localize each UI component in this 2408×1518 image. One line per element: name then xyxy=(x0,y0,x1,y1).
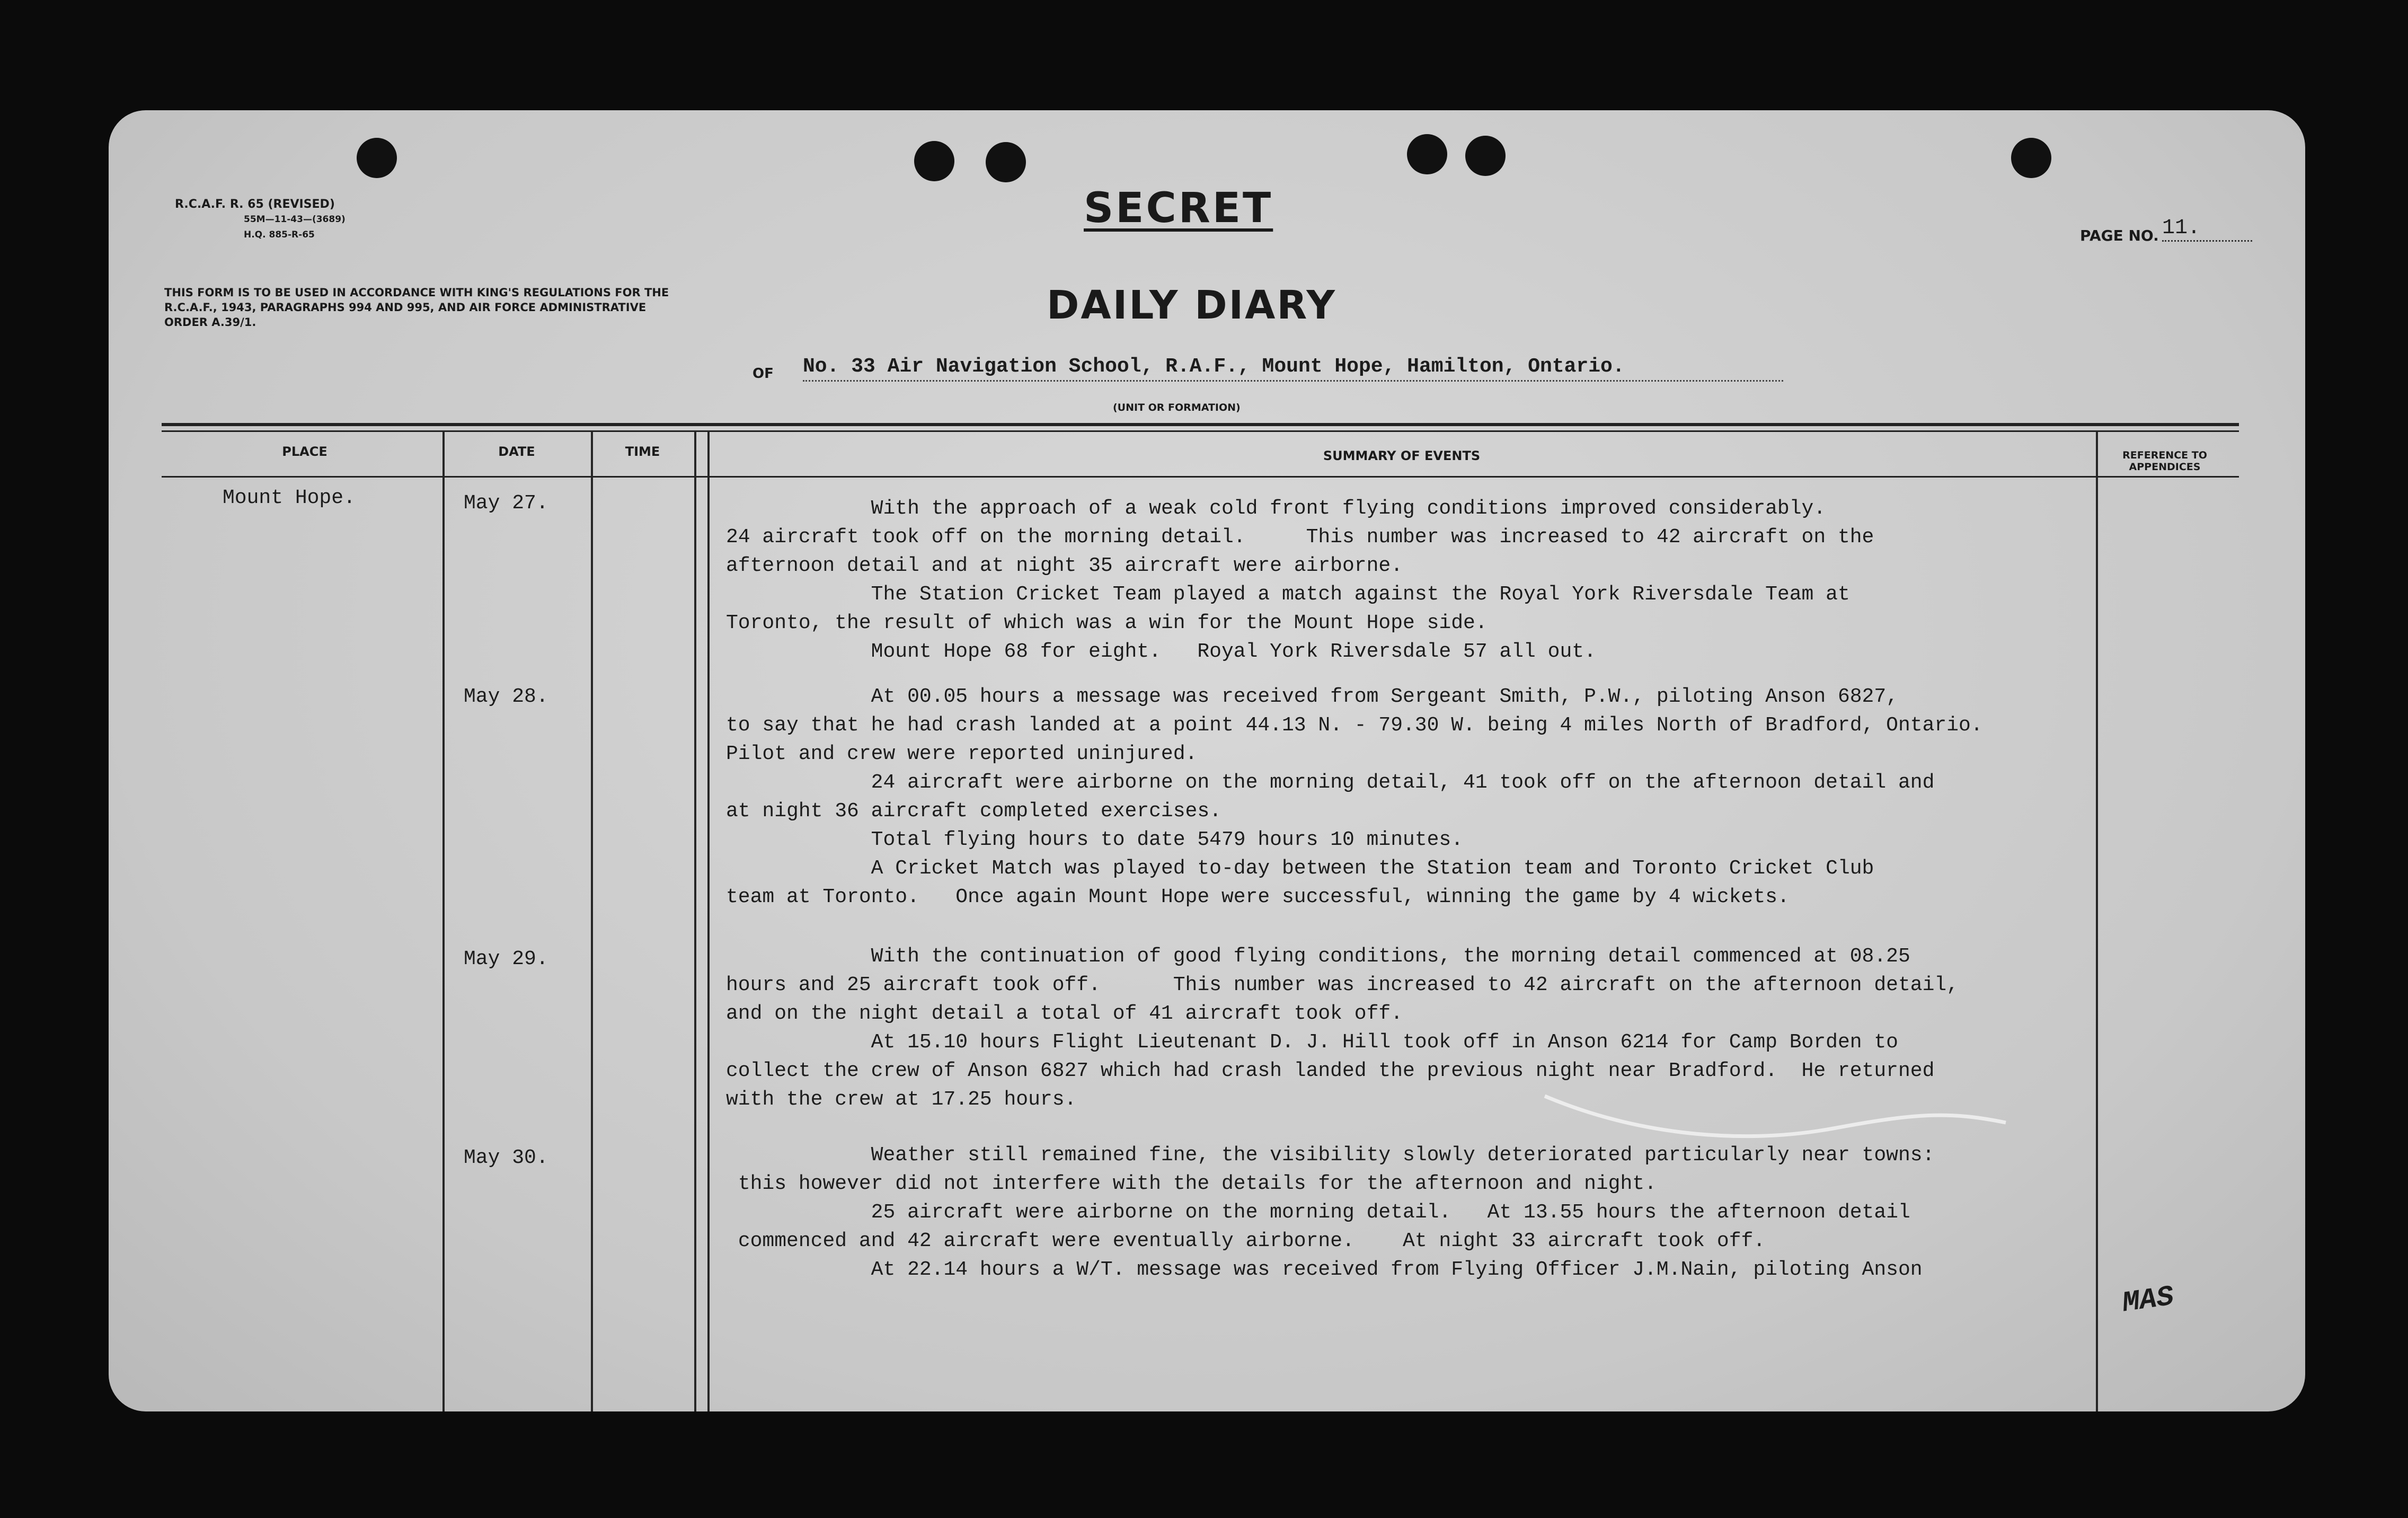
page-no-label: PAGE NO. xyxy=(2080,227,2159,244)
date-cell: May 30. xyxy=(464,1146,548,1169)
page-no-value: 11. xyxy=(2162,216,2252,242)
date-cell: May 29. xyxy=(464,948,548,970)
scratch-mark xyxy=(1539,1064,2016,1170)
date-cell: May 27. xyxy=(464,492,548,515)
table-top-rule xyxy=(162,423,2239,426)
column-divider xyxy=(442,431,445,1411)
punch-hole xyxy=(914,141,954,181)
unit-caption: (UNIT OR FORMATION) xyxy=(1113,402,1241,413)
column-divider xyxy=(694,431,696,1411)
form-id-line: 55M—11-43—(3689) xyxy=(244,214,346,225)
summary-entry: At 00.05 hours a message was received from Sergeant Smith, P.W., piloting Anson 6827, to say that he had crash landed at a point 44.13 N. - 79.30 W. being 4 miles North of Bradford, Ontario. Pilot and crew were reported uninjured. 24 aircraft were airborne on the morning detail, 41 took off on the afternoon detail and at night 36 aircraft completed exercises. Total flying hours to date 5479 hours 10 minutes. A Cricket Match was played to-day between the Station team and Toronto Cricket Club team at Toronto. Once again Mount Hope were successful, winning the game by 4 wickets. xyxy=(726,685,1983,908)
unit-name: No. 33 Air Navigation School, R.A.F., Mount Hope, Hamilton, Ontario. xyxy=(803,355,1783,382)
summary-entry: With the continuation of good flying conditions, the morning detail commenced at 08.25 hours and 25 aircraft took off. This number was increased to 42 aircraft on the afternoon detail, and on the night detail a total of 41 aircraft took off. At 15.10 hours Flight Lieutenant D. J. Hill took off in Anson 6214 for Camp Borden to collect the crew of Anson 6827 which had crash landed the previous night near Bradford. He returned with the crew at 17.25 hours. xyxy=(726,945,1959,1111)
form-id xyxy=(175,197,346,243)
col-header-summary: SUMMARY OF EVENTS xyxy=(1323,448,1481,463)
punch-hole xyxy=(357,138,397,178)
col-header-reference: REFERENCE TO APPENDICES xyxy=(2122,449,2207,473)
form-id-line: H.Q. 885-R-65 xyxy=(244,230,315,240)
col-header-time: TIME xyxy=(625,444,660,459)
punch-hole xyxy=(2011,138,2051,178)
summary-entry: Weather still remained fine, the visibility slowly deteriorated particularly near towns: this however did not interfere with the details for the afternoon and night. 25 aircraft were airborne on the morning detail. At 13.55 hours the afternoon detail commenced and 42 aircraft were eventually airborne. At night 33 aircraft took off. At 22.14 hours a W/T. message was received from Flying Officer J.M.Nain, piloting Anson xyxy=(738,1144,1935,1281)
initials-signature: MAS xyxy=(2120,1281,2176,1320)
form-id-line: R.C.A.F. R. 65 (REVISED) xyxy=(175,198,335,211)
punch-hole xyxy=(986,142,1026,182)
column-divider xyxy=(591,431,593,1411)
place-cell: Mount Hope. xyxy=(223,487,356,509)
table-top-rule xyxy=(162,430,2239,432)
form-instructions: THIS FORM IS TO BE USED IN ACCORDANCE WITH KING'S REGULATIONS FOR THE R.C.A.F., 1943, PARAGRAPHS 994 AND 995, AND AIR FORCE ADMINISTRATIVE ORDER A.39/1. xyxy=(164,286,669,329)
of-label: OF xyxy=(752,366,774,382)
column-divider xyxy=(707,431,710,1411)
summary-entry: With the approach of a weak cold front flying conditions improved considerably. 24 aircraft took off on the morning detail. This number was increased to 42 aircraft on the afternoon detail and at night 35 aircraft were airborne. The Station Cricket Team played a match against the Royal York Riversdale Team at Toronto, the result of which was a win for the Mount Hope side. Mount Hope 68 for eight. Royal York Riversdale 57 all out. xyxy=(726,497,1874,663)
diary-page xyxy=(109,110,2305,1411)
date-cell: May 28. xyxy=(464,685,548,708)
punch-hole xyxy=(1465,136,1506,176)
page-title: DAILY DIARY xyxy=(1047,283,1336,328)
secret-stamp: SECRET xyxy=(1084,184,1273,232)
col-header-place: PLACE xyxy=(282,444,327,459)
punch-hole xyxy=(1407,134,1447,174)
col-header-date: DATE xyxy=(498,444,535,459)
header-divider xyxy=(162,476,2239,478)
